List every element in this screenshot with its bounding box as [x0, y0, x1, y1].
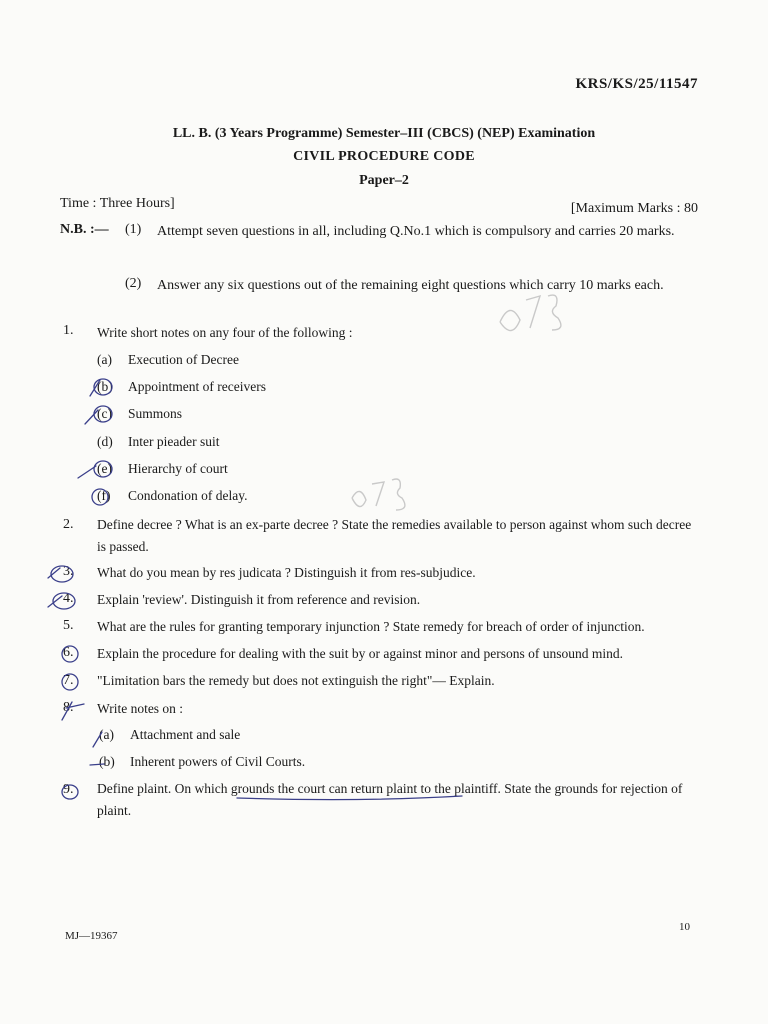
- sub-question-label: (a): [97, 352, 112, 367]
- time-label: Time : Three Hours]: [60, 196, 175, 211]
- question-number: 8.: [63, 700, 74, 715]
- instruction-text: Answer any six questions out of the remaining eight questions which carry 10 marks each.: [157, 278, 664, 293]
- question-text: Explain the procedure for dealing with the suit by or against minor and persons of unsound mind.: [97, 646, 624, 661]
- question-number: 9.: [63, 782, 74, 797]
- question-text: What do you mean by res judicata ? Distinguish it from res-subjudice.: [97, 565, 476, 580]
- sub-question-text: Inter pieader suit: [128, 434, 220, 449]
- question-text: What are the rules for granting temporary injunction ? State remedy for breach of order of injunction.: [97, 619, 645, 634]
- footer-code: MJ—19367: [65, 930, 118, 942]
- instruction-number: (2): [125, 276, 142, 291]
- tick-mark-icon: [48, 568, 60, 578]
- subject-title: CIVIL PROCEDURE CODE: [293, 149, 475, 164]
- sub-question-label: (c): [97, 406, 112, 421]
- exam-title: LL. B. (3 Years Programme) Semester–III (CBCS) (NEP) Examination: [172, 126, 596, 141]
- question-number: 4.: [63, 591, 74, 606]
- question-text: Write short notes on any four of the following :: [97, 325, 353, 340]
- tick-mark-icon: [48, 596, 62, 607]
- sub-question-text: Appointment of receivers: [128, 379, 266, 394]
- max-marks-label: [Maximum Marks : 80: [570, 201, 698, 216]
- sub-question-text: Summons: [128, 406, 183, 421]
- question-text: "Limitation bars the remedy but does not extinguish the right"— Explain.: [97, 673, 495, 688]
- sub-question-label: (e): [97, 461, 112, 476]
- question-number: 3.: [63, 564, 74, 579]
- question-text: Write notes on :: [97, 701, 184, 716]
- sub-question-text: Hierarchy of court: [128, 461, 228, 476]
- paper-code: KRS/KS/25/11547: [575, 76, 698, 92]
- tick-mark-icon: [78, 466, 96, 478]
- sub-question-text: Condonation of delay.: [128, 488, 248, 503]
- question-text: Define plaint. On which grounds the court can return plaint to the plaintiff. State the grounds for rejection of plaint.: [97, 781, 683, 818]
- page-number: 10: [679, 921, 690, 933]
- question-text: Explain 'review'. Distinguish it from reference and revision.: [97, 592, 421, 607]
- sub-question-label: (b): [99, 754, 115, 769]
- instruction-number: (1): [125, 222, 142, 237]
- question-text: Define decree ? What is an ex-parte decree ? State the remedies available to person against whom such decree is passed.: [97, 517, 692, 554]
- sub-question-label: (a): [99, 727, 114, 742]
- paper-number: Paper–2: [359, 173, 409, 188]
- sub-question-label: (f): [97, 488, 111, 503]
- question-number: 7.: [63, 673, 74, 688]
- question-number: 1.: [63, 323, 74, 338]
- stamp-mark: [352, 479, 405, 510]
- question-number: 2.: [63, 517, 74, 532]
- sub-question-text: Execution of Decree: [128, 352, 239, 367]
- sub-question-text: Attachment and sale: [130, 727, 241, 742]
- sub-question-label: (b): [97, 379, 113, 394]
- question-number: 5.: [63, 618, 74, 633]
- question-number: 6.: [63, 645, 74, 660]
- sub-question-label: (d): [97, 434, 113, 449]
- sub-question-text: Inherent powers of Civil Courts.: [130, 754, 306, 769]
- nb-label: N.B. :—: [60, 222, 109, 237]
- instruction-text: Attempt seven questions in all, including Q.No.1 which is compulsory and carries 20 marks.: [157, 224, 675, 239]
